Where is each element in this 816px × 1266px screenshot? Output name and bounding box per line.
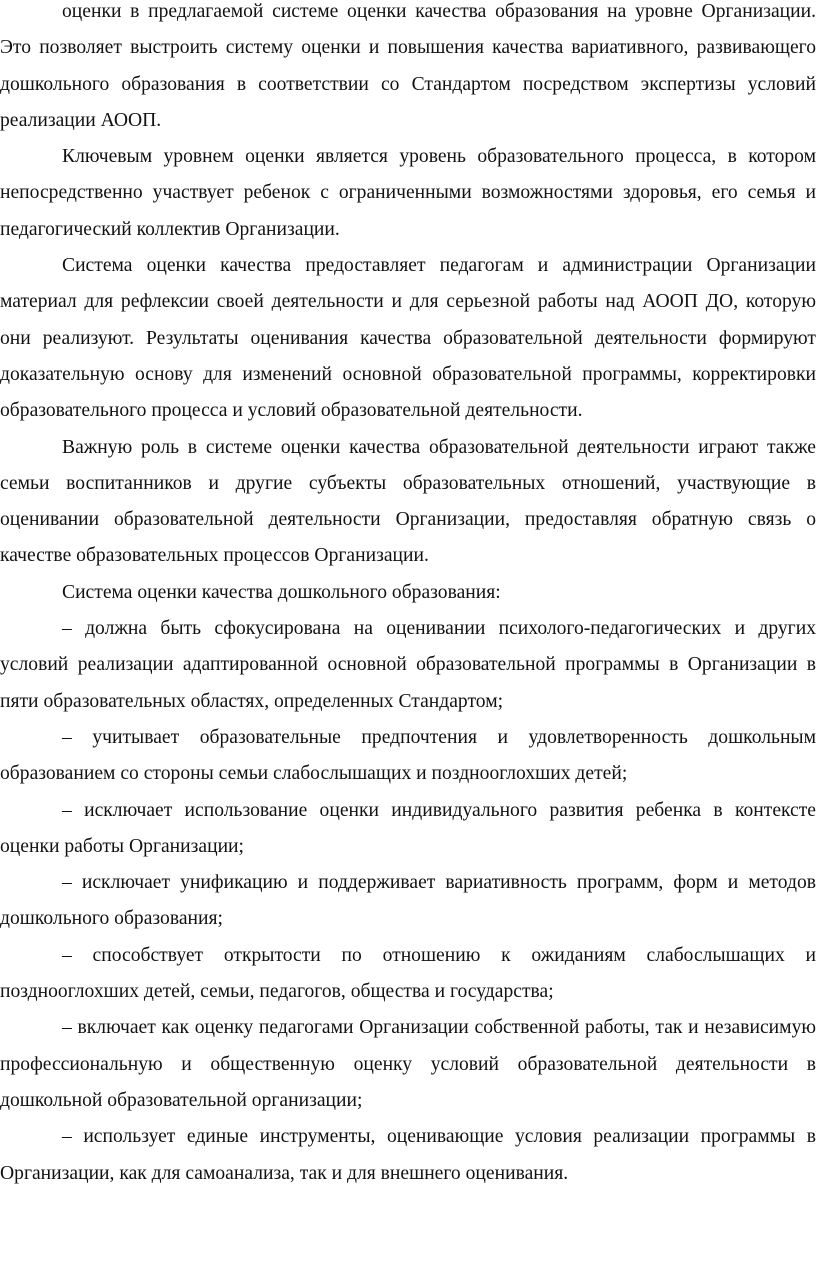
list-item-1: – должна быть сфокусирована на оценивании психолого-педагогических и других условий реализации адаптированной основной образовательной программы в Организации в пяти образовательных областях, определенных Стандартом; (0, 618, 816, 712)
paragraph-2: Ключевым уровнем оценки является уровень образовательного процесса, в котором непосредственно участвует ребенок с ограниченными возможностями здоровья, его семья и педагогический коллектив Организации. (0, 146, 816, 240)
paragraph-3: Система оценки качества предоставляет педагогам и администрации Организации материал для рефлексии своей деятельности и для серьезной работы над АООП ДО, которую они реализуют. Результаты оценивания качества образовательной деятельности формируют доказательную основу для изменений основной образовательной программы, корректировки образовательного процесса и условий образовательной деятельности. (0, 255, 816, 422)
list-item-6: – включает как оценку педагогами Организации собственной работы, так и независимую профессиональную и общественную оценку условий образовательной деятельности в дошкольной образовательной организации; (0, 1017, 816, 1111)
list-item-2: – учитывает образовательные предпочтения и удовлетворенность дошкольным образованием со стороны семьи слабослышащих и позднооглохших детей; (0, 726, 816, 785)
list-item-7: – использует единые инструменты, оценивающие условия реализации программы в Организации, как для самоанализа, так и для внешнего оценивания. (0, 1126, 816, 1184)
list-item-5: – способствует открытости по отношению к ожиданиям слабослышащих и позднооглохших детей, семьи, педагогов, общества и государства; (0, 944, 816, 1003)
paragraph-4: Важную роль в системе оценки качества образовательной деятельности играют также семьи воспитанников и другие субъекты образовательных отношений, участвующие в оценивании образовательной деятельности Организации, предоставляя обратную связь о качестве образовательных процессов Организации. (0, 436, 816, 567)
paragraph-1: оценки в предлагаемой системе оценки качества образования на уровне Организации. Это позволяет выстроить систему оценки и повышения качества вариативного, развивающего дошкольного образования в соответствии со Стандартом посредством экспертизы условий реализации АООП. (0, 1, 816, 131)
list-item-4: – исключает унификацию и поддерживает вариативность программ, форм и методов дошкольного образования; (0, 872, 816, 930)
list-intro: Система оценки качества дошкольного образования: (62, 581, 501, 603)
list-item-3: – исключает использование оценки индивидуального развития ребенка в контексте оценки работы Организации; (0, 799, 816, 857)
